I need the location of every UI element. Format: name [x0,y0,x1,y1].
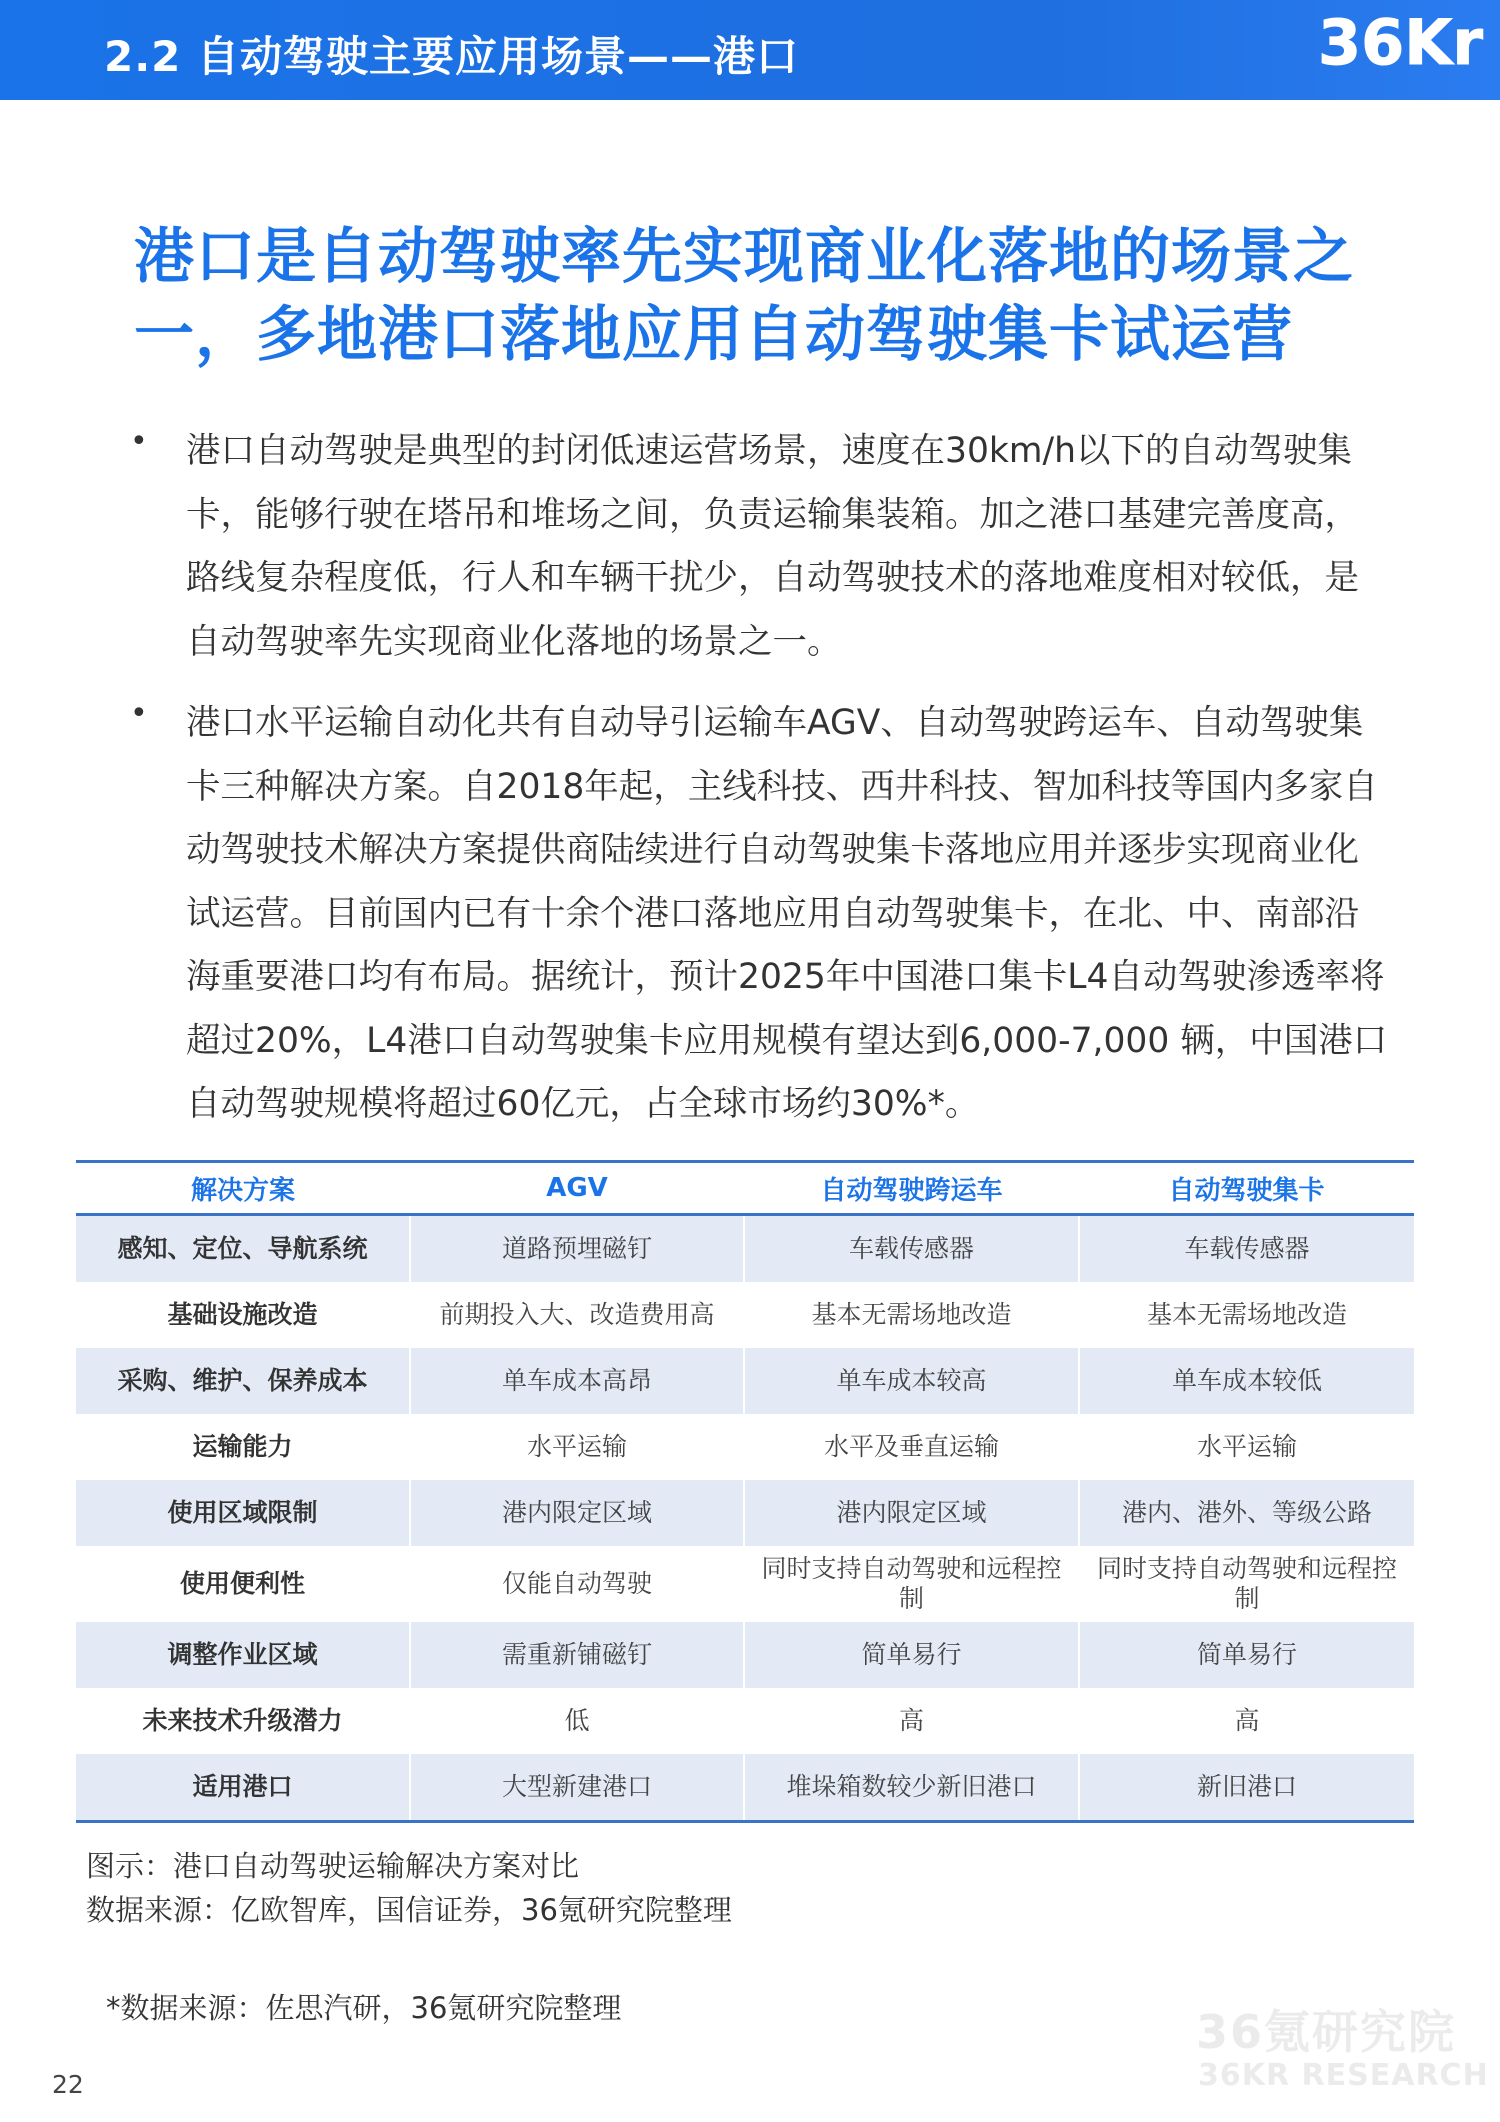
row-label: 运输能力 [76,1414,410,1480]
table-row [76,1282,1414,1348]
row-label: 调整作业区域 [76,1622,410,1688]
bullet-item [130,420,1390,674]
table-cell: 简单易行 [744,1622,1079,1688]
table-cell: 基本无需场地改造 [744,1282,1079,1348]
table-cell: 高 [1079,1688,1414,1754]
row-label: 使用便利性 [76,1546,410,1622]
brand-logo [1308,4,1500,100]
table-row [76,1754,1414,1822]
table-row [76,1348,1414,1414]
bullet-text: 港口自动驾驶是典型的封闭低速运营场景，速度在30km/h以下的自动驾驶集卡，能够行驶在塔吊和堆场之间，负责运输集装箱。加之港口基建完善度高，路线复杂程度低，行人和车辆干扰少，自动驾驶技术的落地难度相对较低，是自动驾驶率先实现商业化落地的场景之一。 [186,431,1359,662]
table-cell: 堆垛箱数较少新旧港口 [744,1754,1079,1822]
bullet-dot: • [130,424,148,459]
page-headline: 港口是自动驾驶率先实现商业化落地的场景之一，多地港口落地应用自动驾驶集卡试运营 [134,222,1354,370]
table-cell: 高 [744,1688,1079,1754]
section-title: 2.2 自动驾驶主要应用场景——港口 [104,32,800,81]
table-cell: 车载传感器 [1079,1215,1414,1283]
table-row [76,1622,1414,1688]
bullet-item [130,692,1390,1137]
table-header-cell: AGV [410,1162,744,1215]
figure-caption [86,1844,732,1932]
table-cell: 单车成本较低 [1079,1348,1414,1414]
row-label: 感知、定位、导航系统 [76,1215,410,1283]
header-bar [0,0,1500,100]
table-row [76,1688,1414,1754]
brand-logo-text: 36Kr [1318,6,1483,79]
table-cell: 同时支持自动驾驶和远程控制 [1079,1546,1414,1622]
table-cell: 港内限定区域 [744,1480,1079,1546]
bullet-text: 港口水平运输自动化共有自动导引运输车AGV、自动驾驶跨运车、自动驾驶集卡三种解决方案。自2018年起，主线科技、西井科技、智加科技等国内多家自动驾驶技术解决方案提供商陆续进行自动驾驶集卡落地应用并逐步实现商业化试运营。目前国内已有十余个港口落地应用自动驾驶集卡，在北、中、南部沿海重要港口均有布局。据统计，预计2025年中国港口集卡L4自动驾驶渗透率将超过20%，L4港口自动驾驶集卡应用规模有望达到6,000-7,000 辆，中国港口自动驾驶规模将超过60亿元，占全球市场约30%*。 [186,703,1388,1124]
table-cell: 基本无需场地改造 [1079,1282,1414,1348]
table-cell: 道路预埋磁钉 [410,1215,744,1283]
bullet-list [130,420,1390,1155]
table-cell: 仅能自动驾驶 [410,1546,744,1622]
table-cell: 新旧港口 [1079,1754,1414,1822]
row-label: 使用区域限制 [76,1480,410,1546]
table-cell: 港内限定区域 [410,1480,744,1546]
table-cell: 车载传感器 [744,1215,1079,1283]
row-label: 未来技术升级潜力 [76,1688,410,1754]
table-cell: 港内、港外、等级公路 [1079,1480,1414,1546]
row-label: 采购、维护、保养成本 [76,1348,410,1414]
caption-figure: 图示：港口自动驾驶运输解决方案对比 [86,1849,580,1883]
table-cell: 低 [410,1688,744,1754]
footnote: *数据来源：佐思汽研，36氪研究院整理 [106,1991,622,2025]
bullet-dot: • [130,696,148,731]
table-cell: 单车成本较高 [744,1348,1079,1414]
table-row [76,1480,1414,1546]
comparison-table [76,1160,1414,1823]
row-label: 基础设施改造 [76,1282,410,1348]
table-cell: 需重新铺磁钉 [410,1622,744,1688]
watermark-cn: 36氪研究院 [1196,2005,1457,2059]
table-row [76,1546,1414,1622]
table-cell: 简单易行 [1079,1622,1414,1688]
table-cell: 前期投入大、改造费用高 [410,1282,744,1348]
watermark-en: 36KR RESEARCH [1198,2058,1489,2093]
table-cell: 水平运输 [1079,1414,1414,1480]
page-number: 22 [52,2070,84,2099]
table-row [76,1414,1414,1480]
caption-source: 数据来源：亿欧智库，国信证券，36氪研究院整理 [86,1893,732,1927]
row-label: 适用港口 [76,1754,410,1822]
table-cell: 单车成本高昂 [410,1348,744,1414]
table-row [76,1215,1414,1283]
table-header-cell: 自动驾驶跨运车 [744,1162,1079,1215]
table-header-cell: 解决方案 [76,1162,410,1215]
table-cell: 同时支持自动驾驶和远程控制 [744,1546,1079,1622]
table-cell: 水平运输 [410,1414,744,1480]
table-header-cell: 自动驾驶集卡 [1079,1162,1414,1215]
table-cell: 大型新建港口 [410,1754,744,1822]
table-header-row [76,1162,1414,1215]
table-cell: 水平及垂直运输 [744,1414,1079,1480]
